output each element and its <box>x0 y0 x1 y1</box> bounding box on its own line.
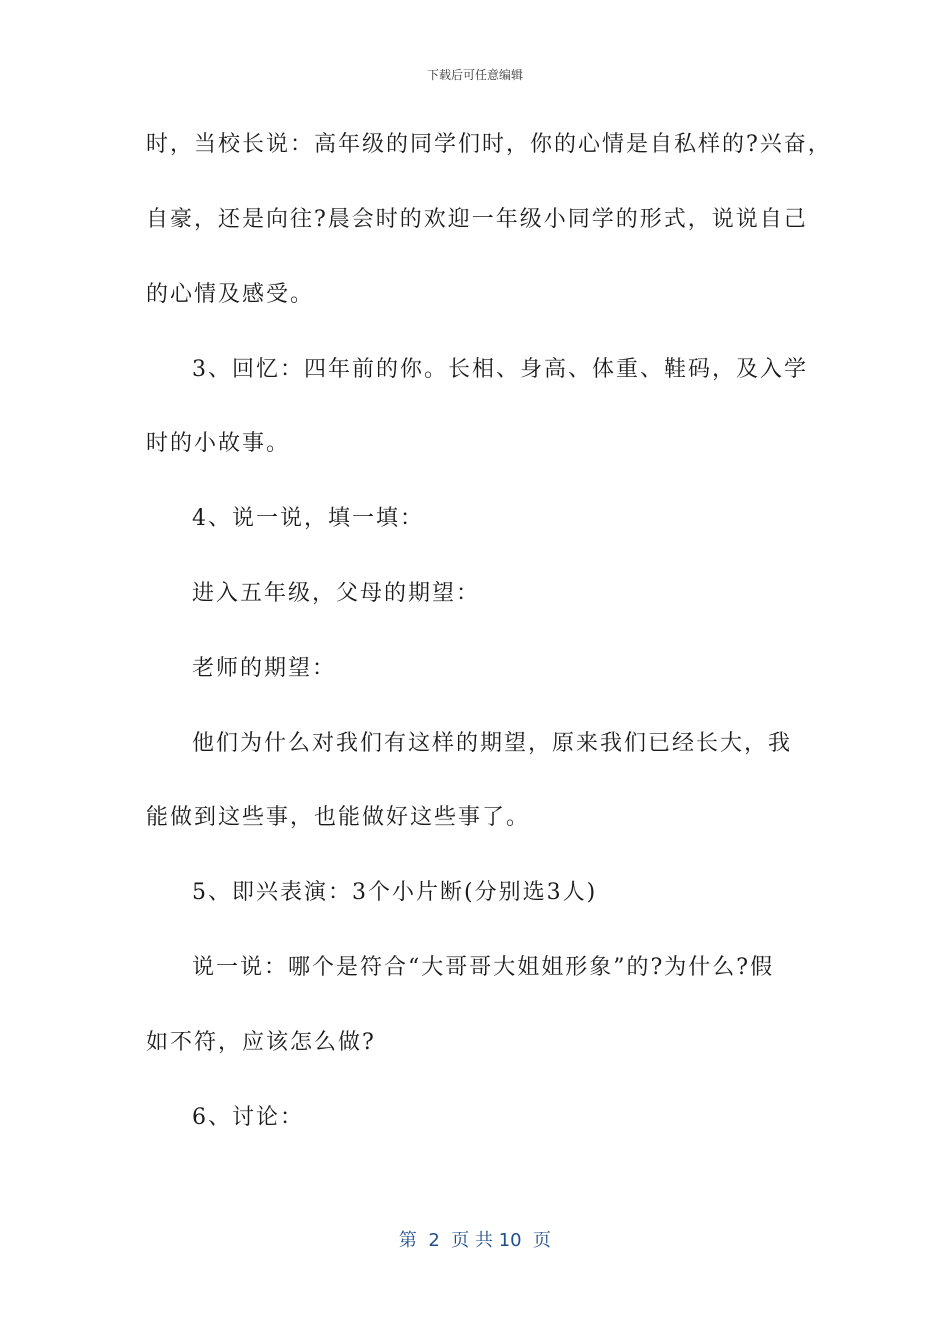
paragraph-line: 如不符，应该怎么做? <box>146 1030 376 1055</box>
paragraph-line: 说一说：哪个是符合“大哥哥大姐姐形象”的?为什么?假 <box>192 955 775 980</box>
paragraph-line: 3、回忆：四年前的你。长相、身高、体重、鞋码，及入学 <box>192 357 808 382</box>
paragraph-line: 6、讨论： <box>192 1105 304 1130</box>
paragraph-line: 进入五年级，父母的期望： <box>192 581 481 606</box>
page-header: 下载后可任意编辑 <box>426 68 523 82</box>
paragraph-line: 4、说一说，填一填： <box>192 506 424 531</box>
paragraph-line: 时，当校长说：高年级的同学们时，你的心情是自私样的?兴奋， <box>146 132 832 157</box>
paragraph-line: 自豪，还是向往?晨会时的欢迎一年级小同学的形式，说说自己 <box>146 207 808 232</box>
page-number-footer: 第 2 页 共 10 页 <box>398 1230 552 1251</box>
paragraph-line: 时的小故事。 <box>146 431 291 456</box>
paragraph-line: 5、即兴表演：3个小片断(分别选3人) <box>192 880 598 905</box>
paragraph-line: 老师的期望： <box>192 656 337 681</box>
paragraph-line: 他们为什么对我们有这样的期望，原来我们已经长大，我 <box>192 731 793 756</box>
paragraph-line: 的心情及感受。 <box>146 282 315 307</box>
paragraph-line: 能做到这些事，也能做好这些事了。 <box>146 805 531 830</box>
